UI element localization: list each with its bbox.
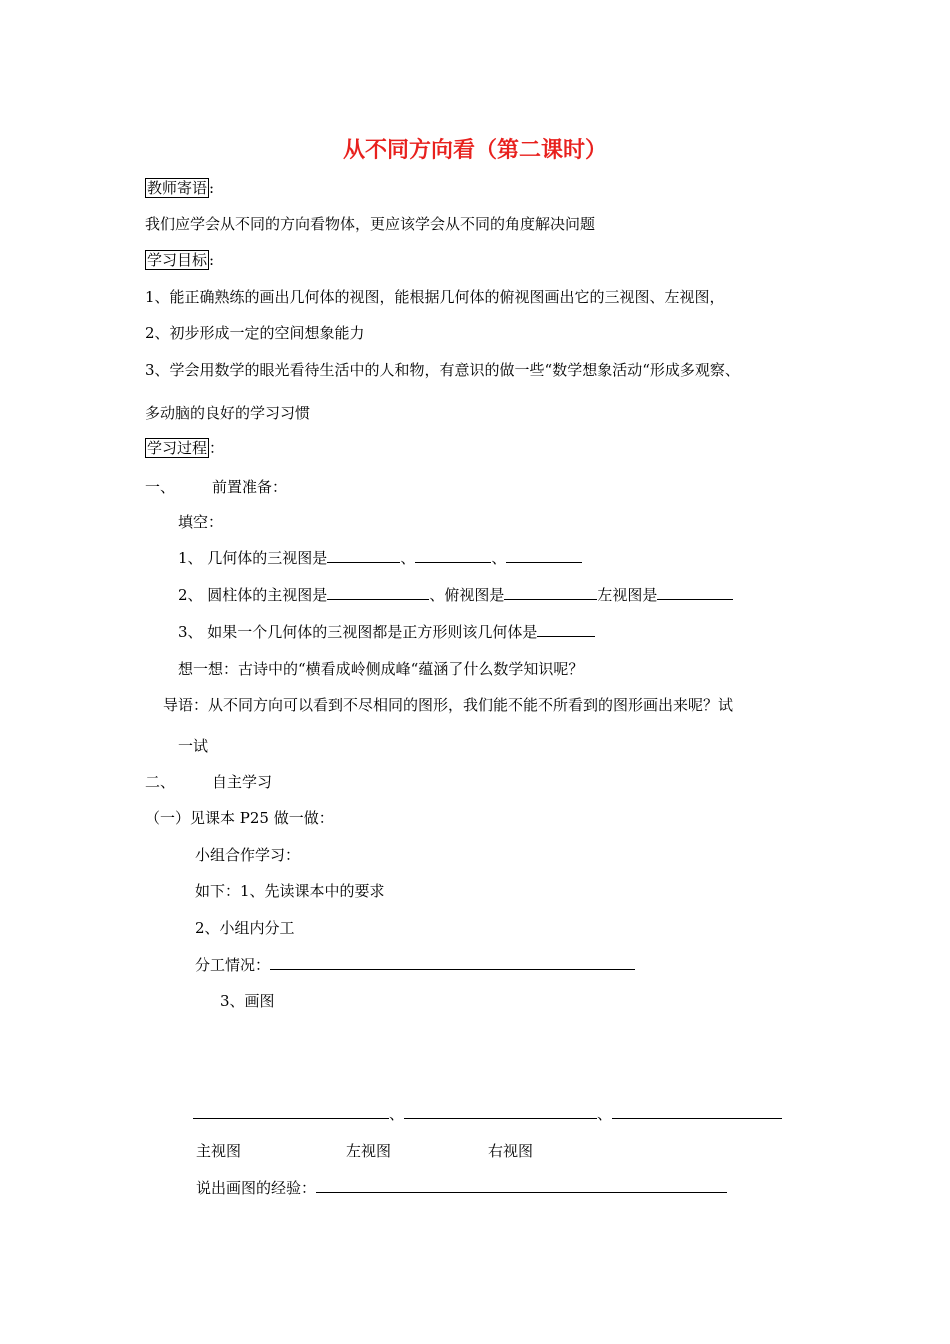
teacher-note-label: 教师寄语 <box>147 179 208 197</box>
goal-item: 1、能正确熟练的画出几何体的视图，能根据几何体的俯视图画出它的三视图、左视图， <box>145 288 725 306</box>
division-blank[interactable] <box>270 955 635 970</box>
goal-item: 3、学会用数学的眼光看待生活中的人和物，有意识的做一些“数学想象活动“形成多观察、 <box>145 361 740 379</box>
step-3: 3、画图 <box>220 992 275 1010</box>
experience-line: 说出画图的经验： <box>196 1178 727 1198</box>
division-line: 分工情况： <box>195 955 635 975</box>
view-blanks: 、 、 <box>193 1104 782 1124</box>
answer-blank[interactable] <box>537 622 595 637</box>
view-blank[interactable] <box>193 1104 389 1119</box>
section1-number: 一、 <box>145 478 176 496</box>
subsection-1: （一）见课本 P25 做一做： <box>145 809 334 827</box>
experience-blank[interactable] <box>316 1178 727 1193</box>
section2-heading: 自主学习 <box>212 773 273 791</box>
view-label-front: 主视图 <box>196 1142 242 1160</box>
group-study-label: 小组合作学习： <box>195 846 301 864</box>
answer-blank[interactable] <box>415 548 491 563</box>
teacher-note-text: 我们应学会从不同的方向看物体，更应该学会从不同的角度解决问题 <box>145 215 596 233</box>
question-2: 2、 圆柱体的主视图是 、俯视图是 左视图是 <box>178 585 733 605</box>
answer-blank[interactable] <box>506 548 582 563</box>
answer-blank[interactable] <box>327 548 400 563</box>
goal-item: 2、初步形成一定的空间想象能力 <box>145 324 365 342</box>
process-heading: 学习过程 ： <box>147 439 225 457</box>
teacher-note-heading: 教师寄语 : <box>147 179 215 197</box>
goals-heading: 学习目标 : <box>147 251 215 269</box>
process-label: 学习过程 <box>147 439 208 457</box>
goals-label: 学习目标 <box>147 251 208 269</box>
goal-item: 多动脑的良好的学习习惯 <box>145 404 311 422</box>
section1-heading: 前置准备： <box>212 478 288 496</box>
question-3: 3、 如果一个几何体的三视图都是正方形则该几何体是 <box>178 622 595 642</box>
view-label-right: 右视图 <box>488 1142 534 1160</box>
answer-blank[interactable] <box>657 585 733 600</box>
question-1: 1、 几何体的三视图是 、 、 <box>178 548 582 568</box>
view-label-left: 左视图 <box>346 1142 392 1160</box>
guide-text-cont: 一试 <box>178 737 209 755</box>
think-prompt: 想一想：古诗中的“横看成岭侧成峰“蕴涵了什么数学知识呢？ <box>178 660 584 678</box>
answer-blank[interactable] <box>504 585 597 600</box>
section2-number: 二、 <box>145 773 176 791</box>
view-blank[interactable] <box>404 1104 597 1119</box>
step-2: 2、小组内分工 <box>195 919 295 937</box>
guide-text: 导语：从不同方向可以看到不尽相同的图形，我们能不能不所看到的图形画出来呢？试 <box>163 696 734 714</box>
answer-blank[interactable] <box>327 585 429 600</box>
view-blank[interactable] <box>612 1104 782 1119</box>
step-1: 如下：1、先读课本中的要求 <box>195 882 385 900</box>
fill-label: 填空： <box>178 513 224 531</box>
page-title: 从不同方向看（第二课时） <box>342 137 607 163</box>
